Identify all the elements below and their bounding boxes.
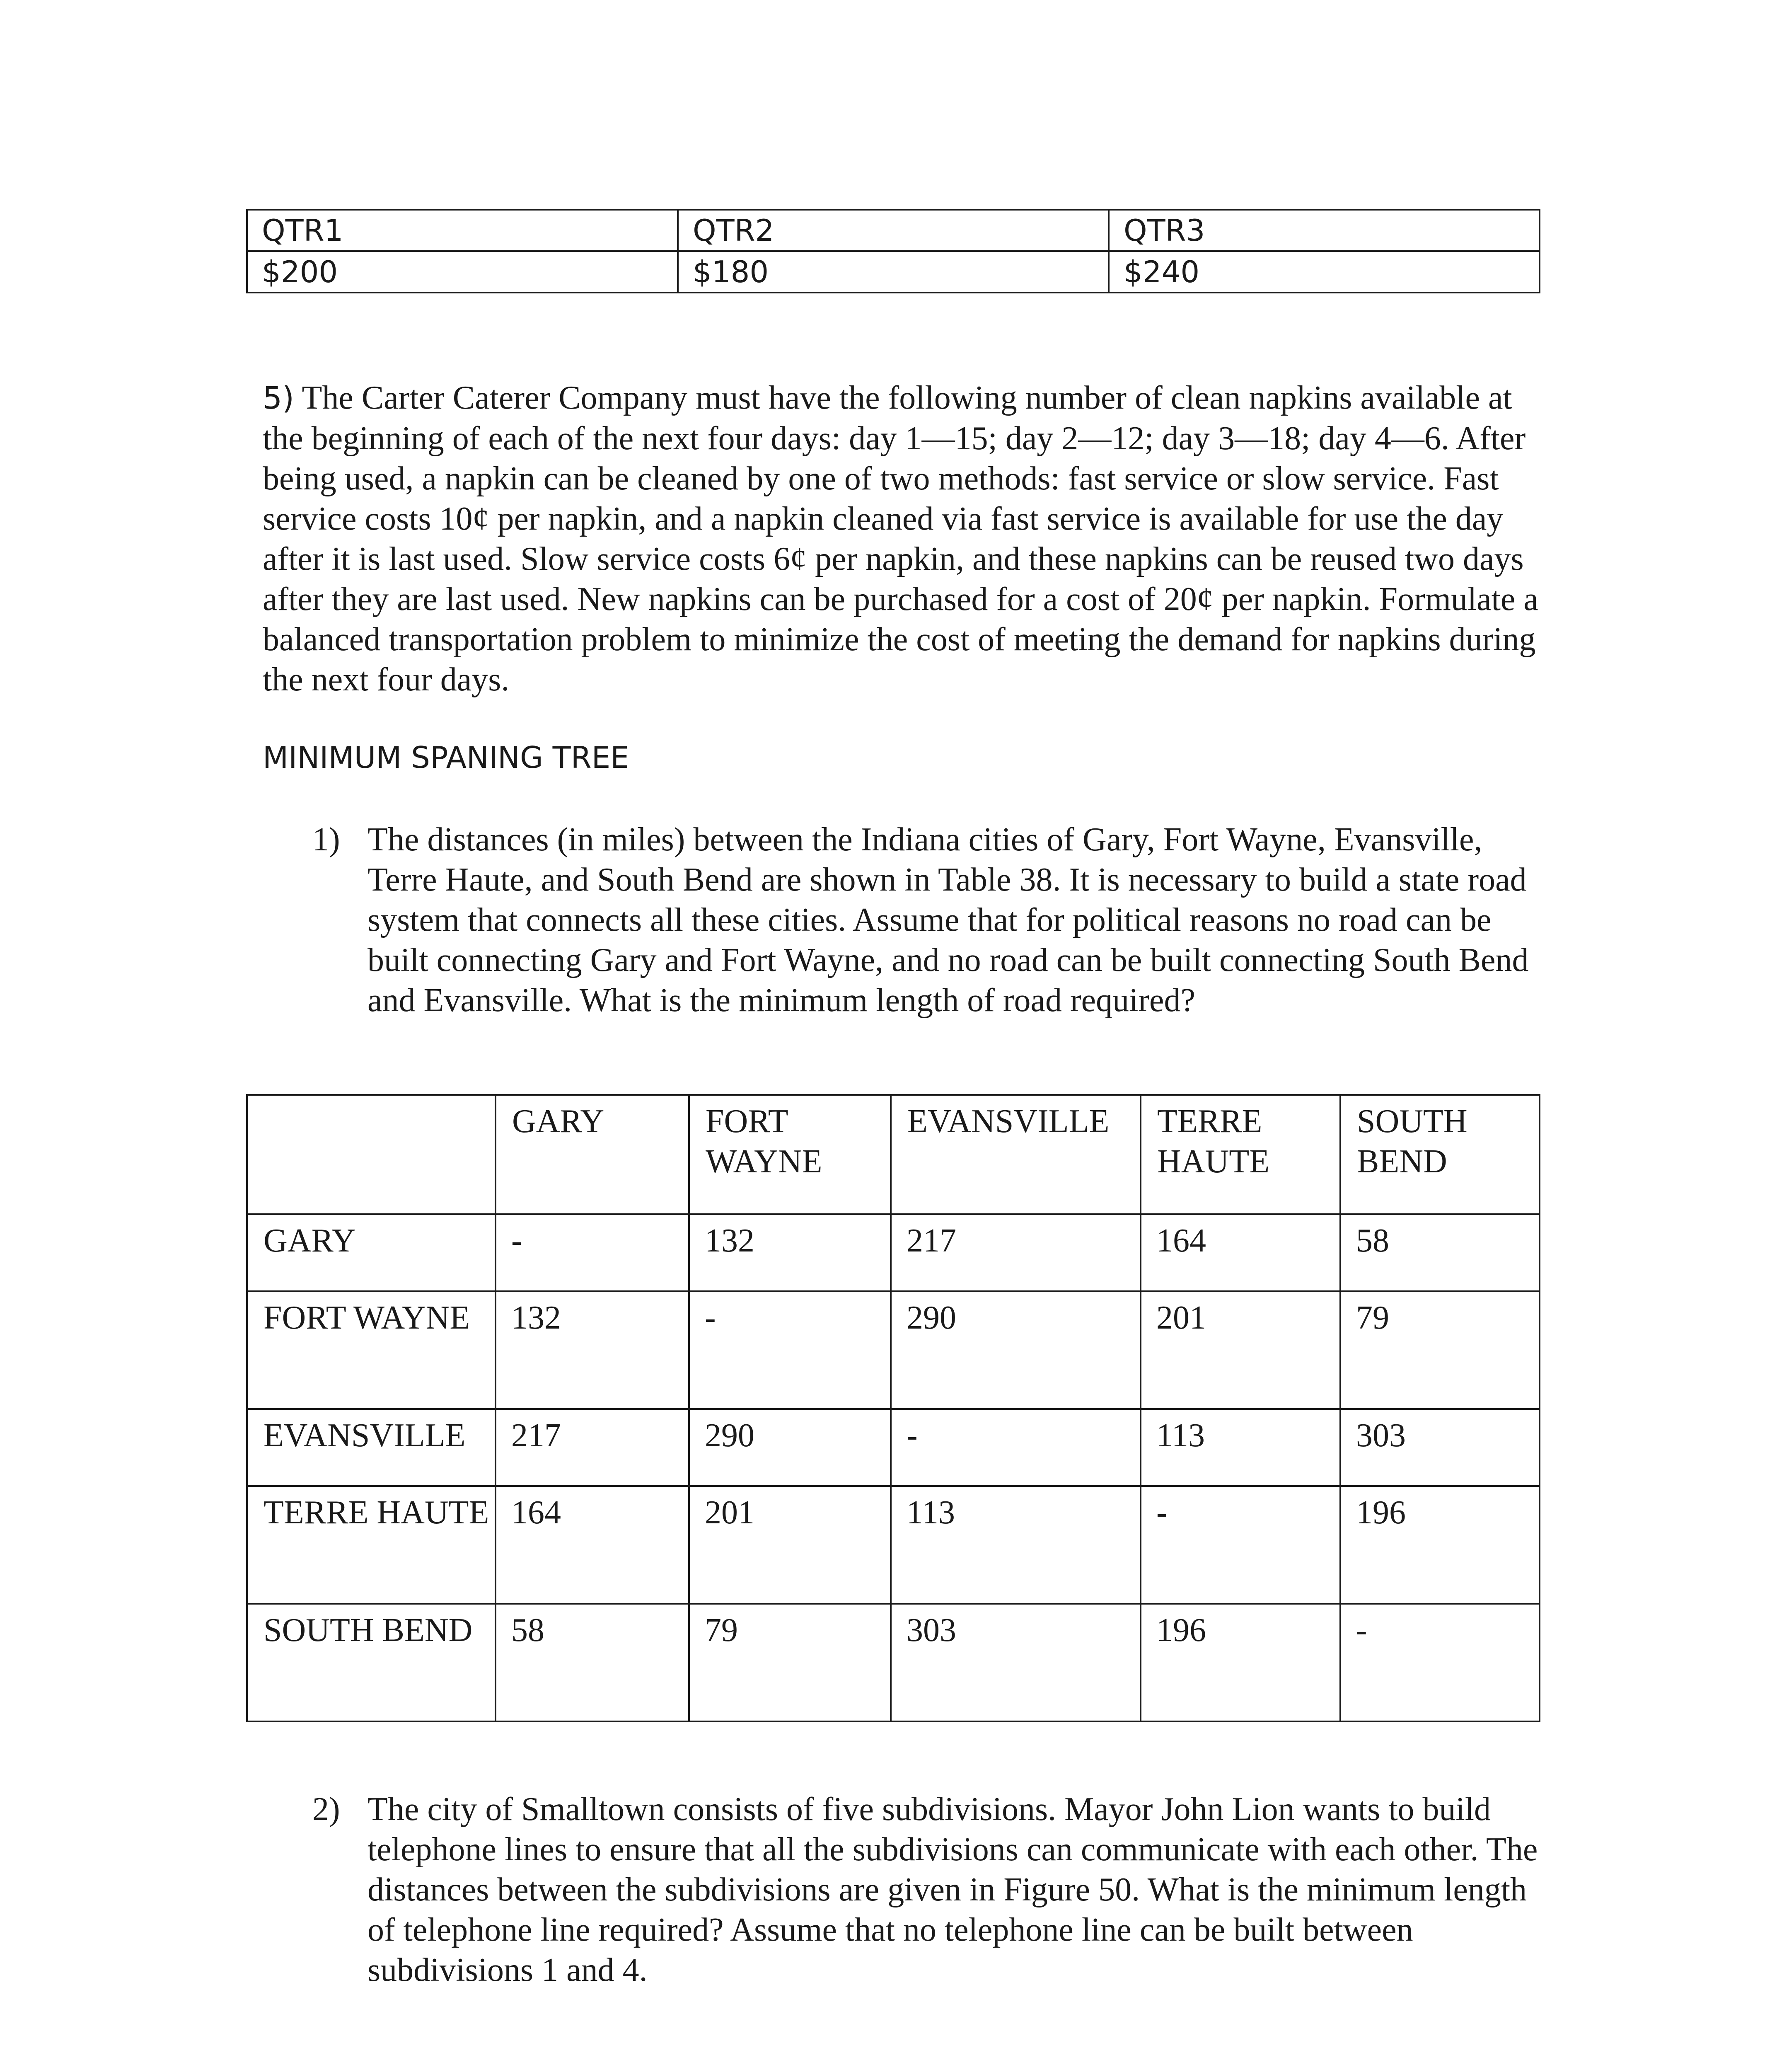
distance-corner-cell (247, 1095, 496, 1214)
distance-cell: - (1340, 1604, 1540, 1721)
quarter-value-cell: $180 (678, 251, 1109, 293)
distance-row-label: SOUTH BEND (247, 1604, 496, 1721)
mst-problem-1 (312, 820, 1539, 1021)
distance-row-south-bend (247, 1604, 1540, 1721)
distance-cell: 217 (496, 1409, 689, 1486)
distance-cell: - (496, 1214, 689, 1291)
distance-cell: 132 (496, 1291, 689, 1409)
distance-cell: 132 (689, 1214, 891, 1291)
distance-cell: - (891, 1409, 1141, 1486)
distance-row-label: FORT WAYNE (247, 1291, 496, 1409)
distance-cell: 201 (689, 1486, 891, 1604)
quarter-table (246, 209, 1540, 293)
distance-cell: 113 (1141, 1409, 1340, 1486)
quarter-value-cell: $200 (247, 251, 678, 293)
distance-cell: 113 (891, 1486, 1141, 1604)
quarter-header-row (247, 210, 1540, 251)
quarter-header-cell: QTR3 (1109, 210, 1540, 251)
distance-row-label: TERRE HAUTE (247, 1486, 496, 1604)
distance-row-label: GARY (247, 1214, 496, 1291)
problem-5-text: The Carter Caterer Company must have the following number of clean napkins available at the beginning of each of the next four days: day 1—15; day 2—12; day 3—18; day 4—6. After being used, a napkin can be cleaned by one of two methods: fast service or slow service. Fast service costs 10¢ per napkin, and a napkin cleaned via fast service is available for use the day after it is last used. Slow service costs 6¢ per napkin, and these napkins can be reused two days after they are last used. New napkins can be purchased for a cost of 20¢ per napkin. Formulate a balanced transportation problem to minimize the cost of meeting the demand for napkins during the next four days. (263, 380, 1538, 698)
distance-header-row (247, 1095, 1540, 1214)
distance-column-header: SOUTH BEND (1340, 1095, 1540, 1214)
mst-problem-2 (312, 1789, 1539, 1990)
mst-problem-2-text: The city of Smalltown consists of five subdivisions. Mayor John Lion wants to build telephone lines to ensure that all the subdivisions can communicate with each other. The distances between the subdivisions are given in Figure 50. What is the minimum length of telephone line required? Assume that no telephone line can be built between subdivisions 1 and 4. (367, 1791, 1538, 1988)
distance-cell: 290 (891, 1291, 1141, 1409)
distance-cell: 196 (1141, 1604, 1340, 1721)
distance-row-terre-haute (247, 1486, 1540, 1604)
distance-cell: 164 (1141, 1214, 1340, 1291)
distance-row-fort-wayne (247, 1291, 1540, 1409)
distance-cell: 58 (496, 1604, 689, 1721)
distance-cell: 79 (689, 1604, 891, 1721)
distance-cell: - (1141, 1486, 1340, 1604)
distance-column-header: EVANSVILLE (891, 1095, 1141, 1214)
mst-problem-2-number: 2) (312, 1791, 340, 1828)
distance-cell: 201 (1141, 1291, 1340, 1409)
distance-column-header: GARY (496, 1095, 689, 1214)
distance-cell: 290 (689, 1409, 891, 1486)
problem-5-paragraph (263, 378, 1555, 700)
distance-table (246, 1094, 1540, 1722)
distance-cell: 196 (1340, 1486, 1540, 1604)
quarter-value-cell: $240 (1109, 251, 1540, 293)
quarter-header-cell: QTR2 (678, 210, 1109, 251)
problem-5-number: 5) (263, 380, 294, 416)
distance-cell: 303 (1340, 1409, 1540, 1486)
distance-row-label: EVANSVILLE (247, 1409, 496, 1486)
distance-cell: - (689, 1291, 891, 1409)
distance-row-gary (247, 1214, 1540, 1291)
distance-column-header: TERRE HAUTE (1141, 1095, 1340, 1214)
distance-cell: 303 (891, 1604, 1141, 1721)
distance-cell: 58 (1340, 1214, 1540, 1291)
distance-row-evansville (247, 1409, 1540, 1486)
distance-cell: 217 (891, 1214, 1141, 1291)
quarter-value-row (247, 251, 1540, 293)
distance-cell: 164 (496, 1486, 689, 1604)
mst-problem-1-text: The distances (in miles) between the Indiana cities of Gary, Fort Wayne, Evansville, Terre Haute, and South Bend are shown in Table 38. It is necessary to build a state road system that connects all these cities. Assume that for political reasons no road can be built connecting Gary and Fort Wayne, and no road can be built connecting South Bend and Evansville. What is the minimum length of road required? (367, 821, 1529, 1019)
mst-problem-1-number: 1) (312, 821, 340, 858)
distance-column-header: FORT WAYNE (689, 1095, 891, 1214)
distance-cell: 79 (1340, 1291, 1540, 1409)
section-heading: MINIMUM SPANING TREE (263, 740, 629, 775)
quarter-header-cell: QTR1 (247, 210, 678, 251)
